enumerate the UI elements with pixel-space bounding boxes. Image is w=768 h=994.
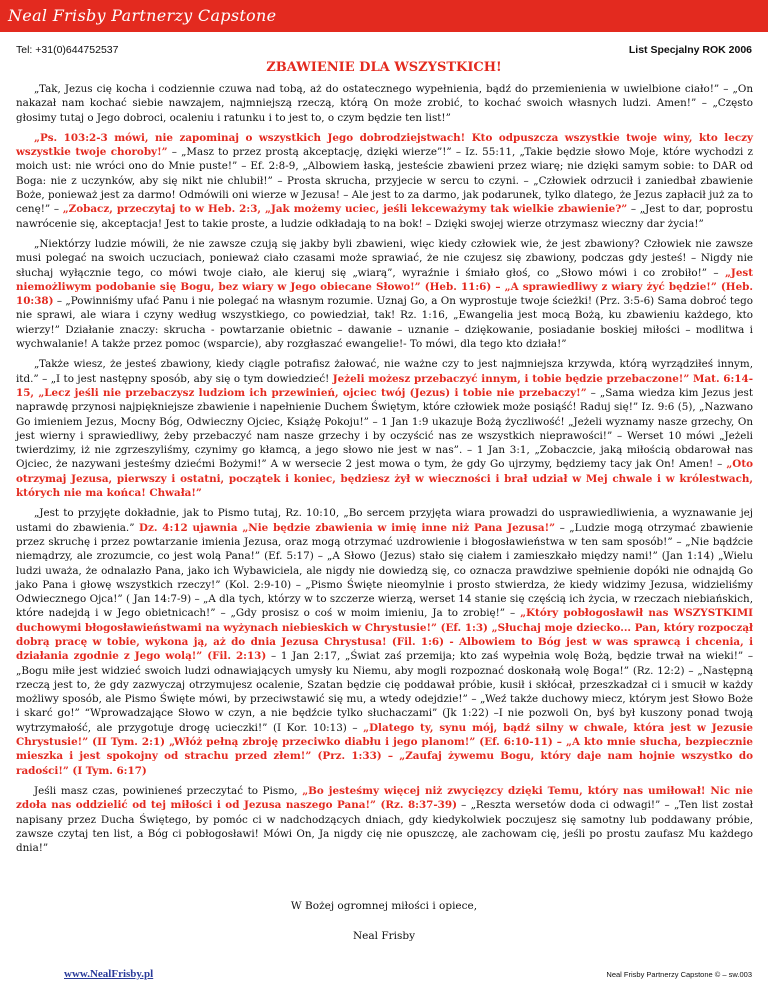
scripture-highlight: „Oto otrzymaj Jezusa, pierwszy i ostatni, początek i koniec, będziesz żył w wieczności i brał udział w Mej chwale i w królestwach, których nie ma końca! Chwała!” [16, 458, 753, 500]
document-title: ZBAWIENIE DLA WSZYSTKICH! [266, 60, 502, 75]
paragraph-text: Jeśli masz czas, powinieneś przeczytać to Pismo, [34, 784, 303, 797]
signature: Neal Frisby [352, 930, 416, 942]
paragraph [16, 237, 753, 351]
letter-body [16, 82, 753, 861]
website-link[interactable]: www.NealFrisby.pl [64, 968, 154, 980]
paragraph-text: – „Powinniśmy ufać Panu i nie polegać na własnym rozumie. Uznaj Go, a On wyprostuje twoje ścieżki! (Prz. 3:5-6) Sama dobroć tego nie sprawi, ale wiara i czyny według wszystkiego, co powiedział, tak! Rz. 1:16, „Ewangelia jest mocą Bożą, ku zbawieniu każdego, kto wierzy!” Działanie znaczy: skrucha - powtarzanie obietnic – dawanie – uznanie – dziękowanie, posiadanie boskiej miłości – modlitwa i wychwalanie! A także przez pomoc (wsparcie), aby rozgłaszać ewangelie!- To mówi, dla tego kto działa!” [16, 295, 753, 351]
paragraph-text: „Tak, Jezus cię kocha i codziennie czuwa nad tobą, aż do ostatecznego wypełnienia, bądź do przemienienia w uwielbione ciało!” – „On nakazał nam kochać siebie nawzajem, najmniejszą rzeczą, którą On może zrobić, to kochać swoich własnych ludzi. Amen!” – „Często głosimy tutaj o Jego dobroci, ocaleniu i ratunku i to jest to, o czym będzie ten list!” [16, 83, 753, 124]
telephone-number: Tel: +31(0)644752537 [16, 44, 119, 56]
paragraph [16, 131, 753, 231]
scripture-highlight: „Bo jesteśmy więcej niż zwycięzcy dzięki Temu, który nas umiłował! Nic nie zdoła nas oddzielić od tej miłości i od Jezusa naszego Pana!” (Rz. 8:37-39) [16, 784, 753, 812]
paragraph-text: – 1 Jan 2:17, „Świat zaś przemija; kto zaś wypełnia wolę Bożą, będzie trwał na wieki!” – „Bogu miłe jest widzieć swoich ludzi odnawiających umysły ku Niemu, aby mogli rozpoznać doskonałą wolę Boga!” (Rz. 12:2) – „Następną rzeczą jest to, że gdy zazwyczaj otrzymujesz ocalenie, Szatan będzie cię poddawał próbie, kusił i skłócał, przeszkadzał ci i smucił w każdy możliwy sposób, ale Pismo Święte mówi, by przeciwstawić się mu, a wtedy odejdzie!” – „Weź także duchowy miecz, którym jest Słowo Boże i skarć go!” “Wprowadzające Słowo w czyn, a nie będźcie tylko słuchaczami” (Jk 1:22) –I nie pozwoli On, byś był kuszony ponad twoją wytrzymałość, ale przygotuje drogę ucieczki!” (I Kor. 10:13) – [16, 650, 754, 734]
paragraph [16, 357, 753, 500]
scripture-highlight: „Jest niemożliwym podobanie się Bogu, bez wiary w Jego obiecane Słowo!” (Heb. 11:6) – „A sprawiedliwy z wiary żyć będzie!” (Heb. 10:38) [16, 266, 753, 308]
paragraph-text: – „Ludzie mogą otrzymać zbawienie przez skruchę i przez powtarzanie imienia Jezusa, oraz mogą otrzymać uzdrowienie i błogosławieństwa w ten sam sposób!” – „Nie bądźcie niemądrzy, ale zrozumcie, co jest wolą Pana!” (Ef. 5:17) – „A Słowo (Jezus) stało się ciałem i zamieszkało między nami!” (Jan 1:14) „Wielu ludzi uważa, że odnalazło Pana, jako ich Wybawiciela, ale nigdy nie dowiedzą się, co oznacza prawdziwe spełnienie dopóki nie odnajdą Go jako Pana i głowę wszystkich rzeczy!” (Kol. 2:9-10) – „Pismo Święte nieomylnie i prosto stwierdza, że kiedy widzimy Jezusa, widzieliśmy Odwiecznego Ojca!” ( Jan 14:7-9) – „A dla tych, którzy w to szczerze wierzą, werset 14 stanie się częścią ich życia, w rzeczach niebiańskich, które nadejdą i w Jego obietnicach!” – „Gdy prosisz o coś w moim imieniu, Ja to zrobię!” – [16, 521, 754, 620]
list-label: List Specjalny ROK 2006 [628, 44, 752, 56]
closing-greeting: W Bożej ogromnej miłości i opiece, [290, 900, 478, 912]
scripture-highlight: Dz. 4:12 ujawnia „Nie będzie zbawienia w imię inne niż Pana Jezusa!” [139, 521, 556, 534]
top-line [16, 44, 752, 58]
closing [0, 900, 768, 960]
scripture-highlight: „Zobacz, przeczytaj to w Heb. 2:3, „Jak możemy uciec, jeśli lekceważymy tak wielkie zbawienie?” [62, 203, 628, 216]
paragraph-text: – „Reszta wersetów doda ci odwagi!” – „Ten list został napisany przez Ducha Świętego, by pomóc ci w nadchodzących dniach, gdy kiedykolwiek poczujesz się samotny lub poddawany próbie, zawsze czytaj ten list, a Bóg ci pobłogosławi! Mówi On, Ja nigdy cię nie opuszczę, ale zachowam cię, jeśli po prostu zaufasz Mu każdego dnia!” [16, 799, 753, 855]
paragraph-text: – „Masz to przez prostą akceptację, dzięki wierze”!” – Iz. 55:11, „Takie będzie słowo Moje, które wychodzi z moich ust: nie wróci ono do Mnie puste!” – Ef. 2:8-9, „Albowiem łaską, jesteście zbawieni przez wiarę; nie dzięki samym sobie: to DAR od Boga: nie z uczynków, aby się nikt nie chlubił!” – Prosta skrucha, przyjecie w sercu to czyni. – „Człowiek odrzucił i zaniedbał zbawienie Boże, ponieważ jest za darmo! Odmówili oni wierze w Jezusa! – Ale jest to za darmo, jak podarunek, tylko dlatego, że Jezus zapłacił już za to cenę!” – [16, 146, 753, 216]
paragraph-text: – „Jest to dar, poprostu nawrócenie się, akceptacja! Jest to takie proste, a ludzie odkładają to na bok! – Dzięki swojej wierze otrzymasz wieczny dar życia!” [16, 203, 754, 230]
scripture-highlight: Jeżeli możesz przebaczyć innym, i tobie będzie przebaczone!” Mat. 6:14-15, „Lecz jeśli nie przebaczysz ludziom ich przewinień, ojciec twój (Jezus) i tobie nie przebaczy!” [16, 372, 753, 399]
scripture-highlight: „Dlatego ty, synu mój, bądź silny w chwale, która jest w Jezusie Chrystusie!” (II Tym. 2:1) „Włóż pełną zbroję przeciwko diabłu i jego planom!” (Ef. 6:10-11) – „A kto mnie słucha, bezpiecznie mieszka i jest spokojny od strachu przed złem!” (Prz. 1:33) – „Zaufaj żywemu Bogu, który daje nam hojnie wszystko do radości!” (I Tym. 6:17) [16, 721, 753, 777]
paragraph [16, 82, 753, 125]
scripture-highlight: „Który pobłogosławił nas WSZYSTKIMI duchowymi błogosławieństwami na wyżynach niebieskich w Chrystusie!” (Ef. 1:3) „Słuchaj moje dziecko... Pan, który rozpoczął dobrą pracę w tobie, wykona ją, aż do dnia Jezusa Chrystusa! (Fil. 1:6) - Albowiem to Bóg jest w was sprawcą i chcenia, i działania zgodnie z Jego wolą!” (Fil. 2:13) [16, 607, 753, 663]
footer-copyright: Neal Frisby Partnerzy Capstone © – sw.003 [606, 970, 752, 979]
paragraph-text: – „Sama wiedza kim Jezus jest naprawdę przynosi najpiękniejsze zbawienie i napełnienie Duchem Świętym, które człowiek może posiąść! Raduj się!” Iz. 9:6 (5), „Nazwano Go imieniem Jezus, Mocny Bóg, Odwieczny Ojciec, Książę Pokoju!” – 1 Jan 1:9 ukazuje Bożą życzliwość! „Jeżeli wyznamy nasze grzechy, On jest wierny i sprawiedliwy, żeby przebaczyć nam nasze grzechy i by oczyścić nas ze wszystkich nieprawości!” – Werset 10 mówi „Jeżeli twierdzimy, iż nie zgrzeszyliśmy, czynimy go kłamcą, a jego słowo nie jest w nas”. – 1 Jan 3:1, „Zobaczcie, jaką miłością obdarował nas Ojciec, że nazywani jesteśmy dziećmi Bożymi!” A w wersecie 2 jest mowa o tym, że gdy Go ujrzymy, będziemy tacy jak On! Amen! – [16, 386, 753, 471]
paragraph [16, 784, 753, 855]
scripture-highlight: „Ps. 103:2-3 mówi, nie zapominaj o wszystkich Jego dobrodziejstwach! Kto odpuszcza wszystkie twoje winy, kto leczy wszystkie twoje choroby!” [16, 131, 753, 159]
paragraph-text: „Jest to przyjęte dokładnie, jak to Pismo tutaj, Rz. 10:10, „Bo sercem przyjęta wiara prowadzi do usprawiedliwienia, a wyznawanie jej ustami do zbawienia.” [16, 507, 753, 534]
paragraph-text: „Także wiesz, że jesteś zbawiony, kiedy ciągle potrafisz żałować, nie ważne czy to jest najmniejsza krzywda, którą wyrządziłeś innym, itd.” – „I to jest następny sposób, aby się o tym dowiedzieć! [16, 358, 753, 385]
header-title: Neal Frisby Partnerzy Capstone [8, 6, 277, 25]
paragraph [16, 506, 753, 778]
header-bar [0, 0, 768, 32]
paragraph-text: „Niektórzy ludzie mówili, że nie zawsze czują się jakby byli zbawieni, więc kiedy człowiek wie, że jest zbawiony? Człowiek nie zawsze musi polegać na swoich uczuciach, ponieważ ciało czasami może sprawiać, że nie czujesz się zbawiony, podczas gdy jesteś! – Nigdy nie słuchaj wyłącznie tego, co mówi twoje ciało, ale kieruj się „wiarą”, wyraźnie i śmiało głoś, co „Słowo mówi i co zrobiło!” – [16, 237, 753, 279]
